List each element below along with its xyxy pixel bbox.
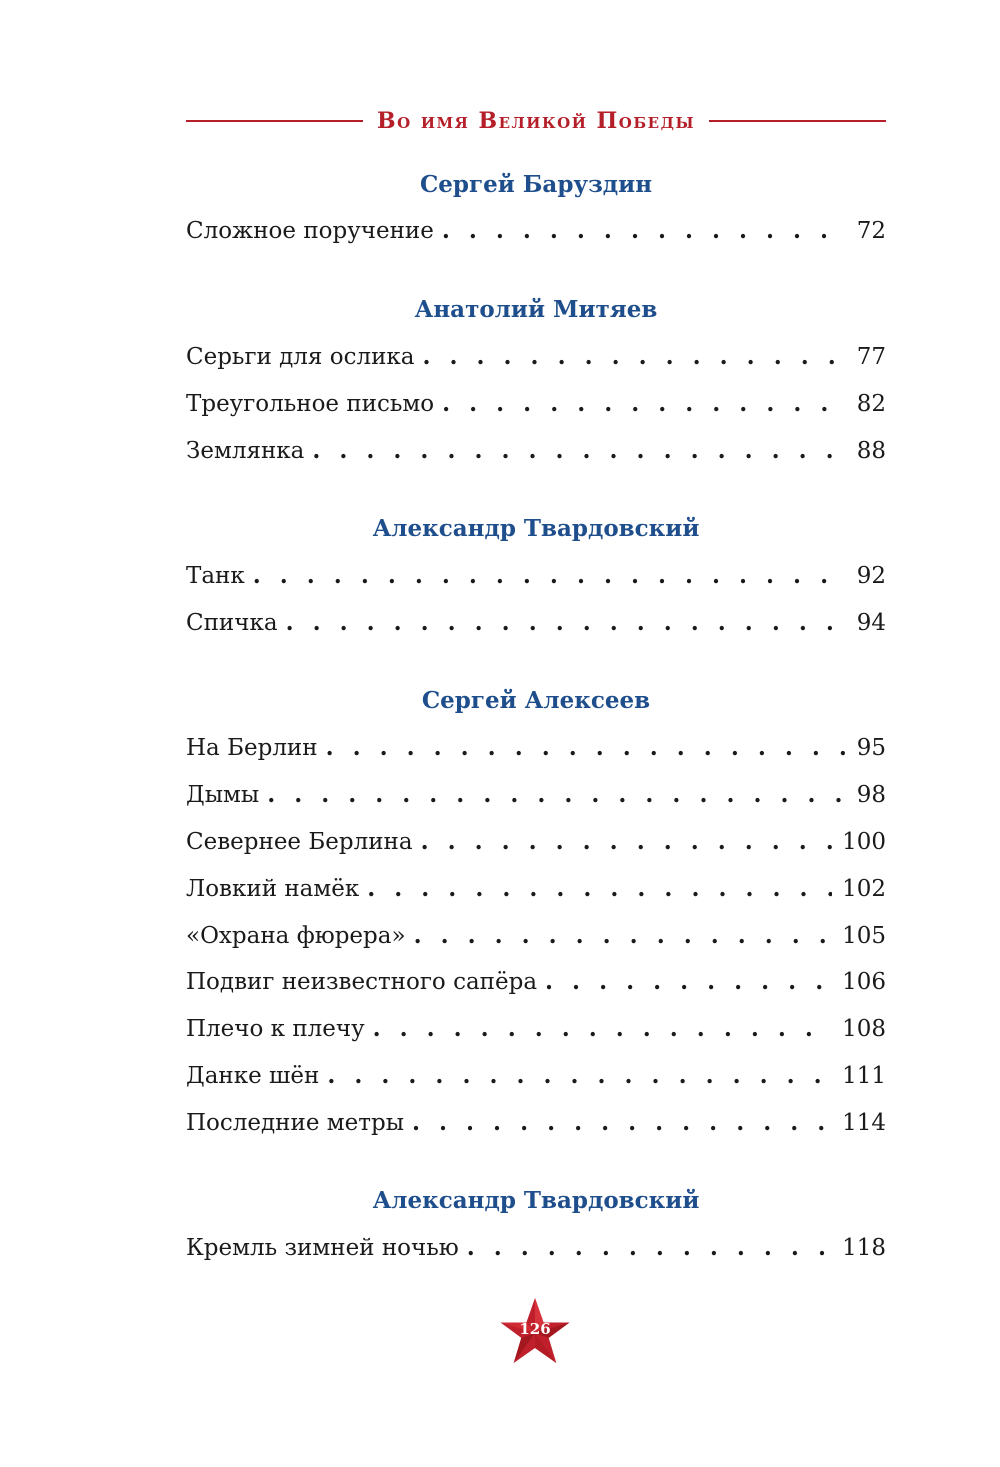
- toc-entry[interactable]: [186, 1107, 886, 1139]
- entry-title: Плечо к плечу: [186, 1016, 365, 1042]
- toc-entry[interactable]: [186, 560, 886, 592]
- dot-leader: [253, 560, 846, 592]
- dot-leader: [467, 1232, 832, 1264]
- entry-page: 98: [856, 782, 886, 808]
- entry-title: Севернее Берлина: [186, 829, 413, 855]
- dot-leader: [442, 388, 846, 420]
- dot-leader: [421, 826, 833, 858]
- toc-entry[interactable]: [186, 607, 886, 639]
- entry-title: Серьги для ослика: [186, 344, 415, 370]
- page-number-star: [498, 1296, 572, 1368]
- dot-leader: [545, 966, 832, 998]
- dot-leader: [286, 607, 846, 639]
- chapter-header: [186, 104, 886, 138]
- entry-title: Танк: [186, 563, 245, 589]
- dot-leader: [414, 920, 833, 952]
- chapter-title: Во имя Великой Победы: [377, 108, 695, 134]
- header-rule-right: [709, 120, 886, 122]
- entry-page: 95: [856, 735, 886, 761]
- entry-page: 92: [856, 563, 886, 589]
- dot-leader: [367, 873, 832, 905]
- entry-page: 111: [842, 1063, 886, 1089]
- entry-title: На Берлин: [186, 735, 318, 761]
- entry-page: 100: [842, 829, 886, 855]
- header-rule-left: [186, 120, 363, 122]
- author-heading: Анатолий Митяев: [414, 296, 658, 323]
- entry-title: Спичка: [186, 610, 278, 636]
- author-heading: Сергей Баруздин: [419, 171, 653, 198]
- entry-page: 108: [842, 1016, 886, 1042]
- toc-entry[interactable]: [186, 435, 886, 467]
- entry-title: Подвиг неизвестного сапёра: [186, 969, 538, 995]
- toc-entry[interactable]: [186, 1060, 886, 1092]
- toc-entry[interactable]: [186, 215, 886, 247]
- entry-title: Сложное поручение: [186, 218, 434, 244]
- author-heading: Александр Твардовский: [372, 1187, 700, 1214]
- page-number: 126: [519, 1320, 551, 1338]
- entry-title: Кремль зимней ночью: [186, 1235, 459, 1261]
- toc-entry[interactable]: [186, 966, 886, 998]
- dot-leader: [327, 1060, 832, 1092]
- toc-entry[interactable]: [186, 779, 886, 811]
- author-heading: Александр Твардовский: [372, 515, 700, 542]
- entry-title: «Охрана фюрера»: [186, 923, 406, 949]
- entry-page: 118: [842, 1235, 886, 1261]
- toc-entry[interactable]: [186, 920, 886, 952]
- dot-leader: [326, 732, 846, 764]
- entry-page: 82: [856, 391, 886, 417]
- entry-title: Треугольное письмо: [186, 391, 435, 417]
- entry-title: Дымы: [186, 782, 260, 808]
- toc-entry[interactable]: [186, 388, 886, 420]
- toc-entry[interactable]: [186, 1232, 886, 1264]
- dot-leader: [267, 779, 846, 811]
- entry-page: 105: [842, 923, 886, 949]
- entry-title: Последние метры: [186, 1110, 405, 1136]
- dot-leader: [312, 435, 846, 467]
- entry-page: 94: [856, 610, 886, 636]
- dot-leader: [442, 215, 846, 247]
- entry-title: Землянка: [186, 438, 305, 464]
- toc-entry[interactable]: [186, 732, 886, 764]
- entry-title: Данке шён: [186, 1063, 320, 1089]
- entry-title: Ловкий намёк: [186, 876, 360, 902]
- toc-entry[interactable]: [186, 873, 886, 905]
- entry-page: 106: [842, 969, 886, 995]
- dot-leader: [423, 341, 847, 373]
- toc-entry[interactable]: [186, 1013, 886, 1045]
- entry-page: 88: [856, 438, 886, 464]
- entry-page: 77: [856, 344, 886, 370]
- dot-leader: [373, 1013, 832, 1045]
- toc-entry[interactable]: [186, 341, 886, 373]
- author-heading: Сергей Алексеев: [421, 687, 651, 714]
- entry-page: 72: [856, 218, 886, 244]
- toc-entry[interactable]: [186, 826, 886, 858]
- entry-page: 102: [842, 876, 886, 902]
- entry-page: 114: [842, 1110, 886, 1136]
- dot-leader: [412, 1107, 832, 1139]
